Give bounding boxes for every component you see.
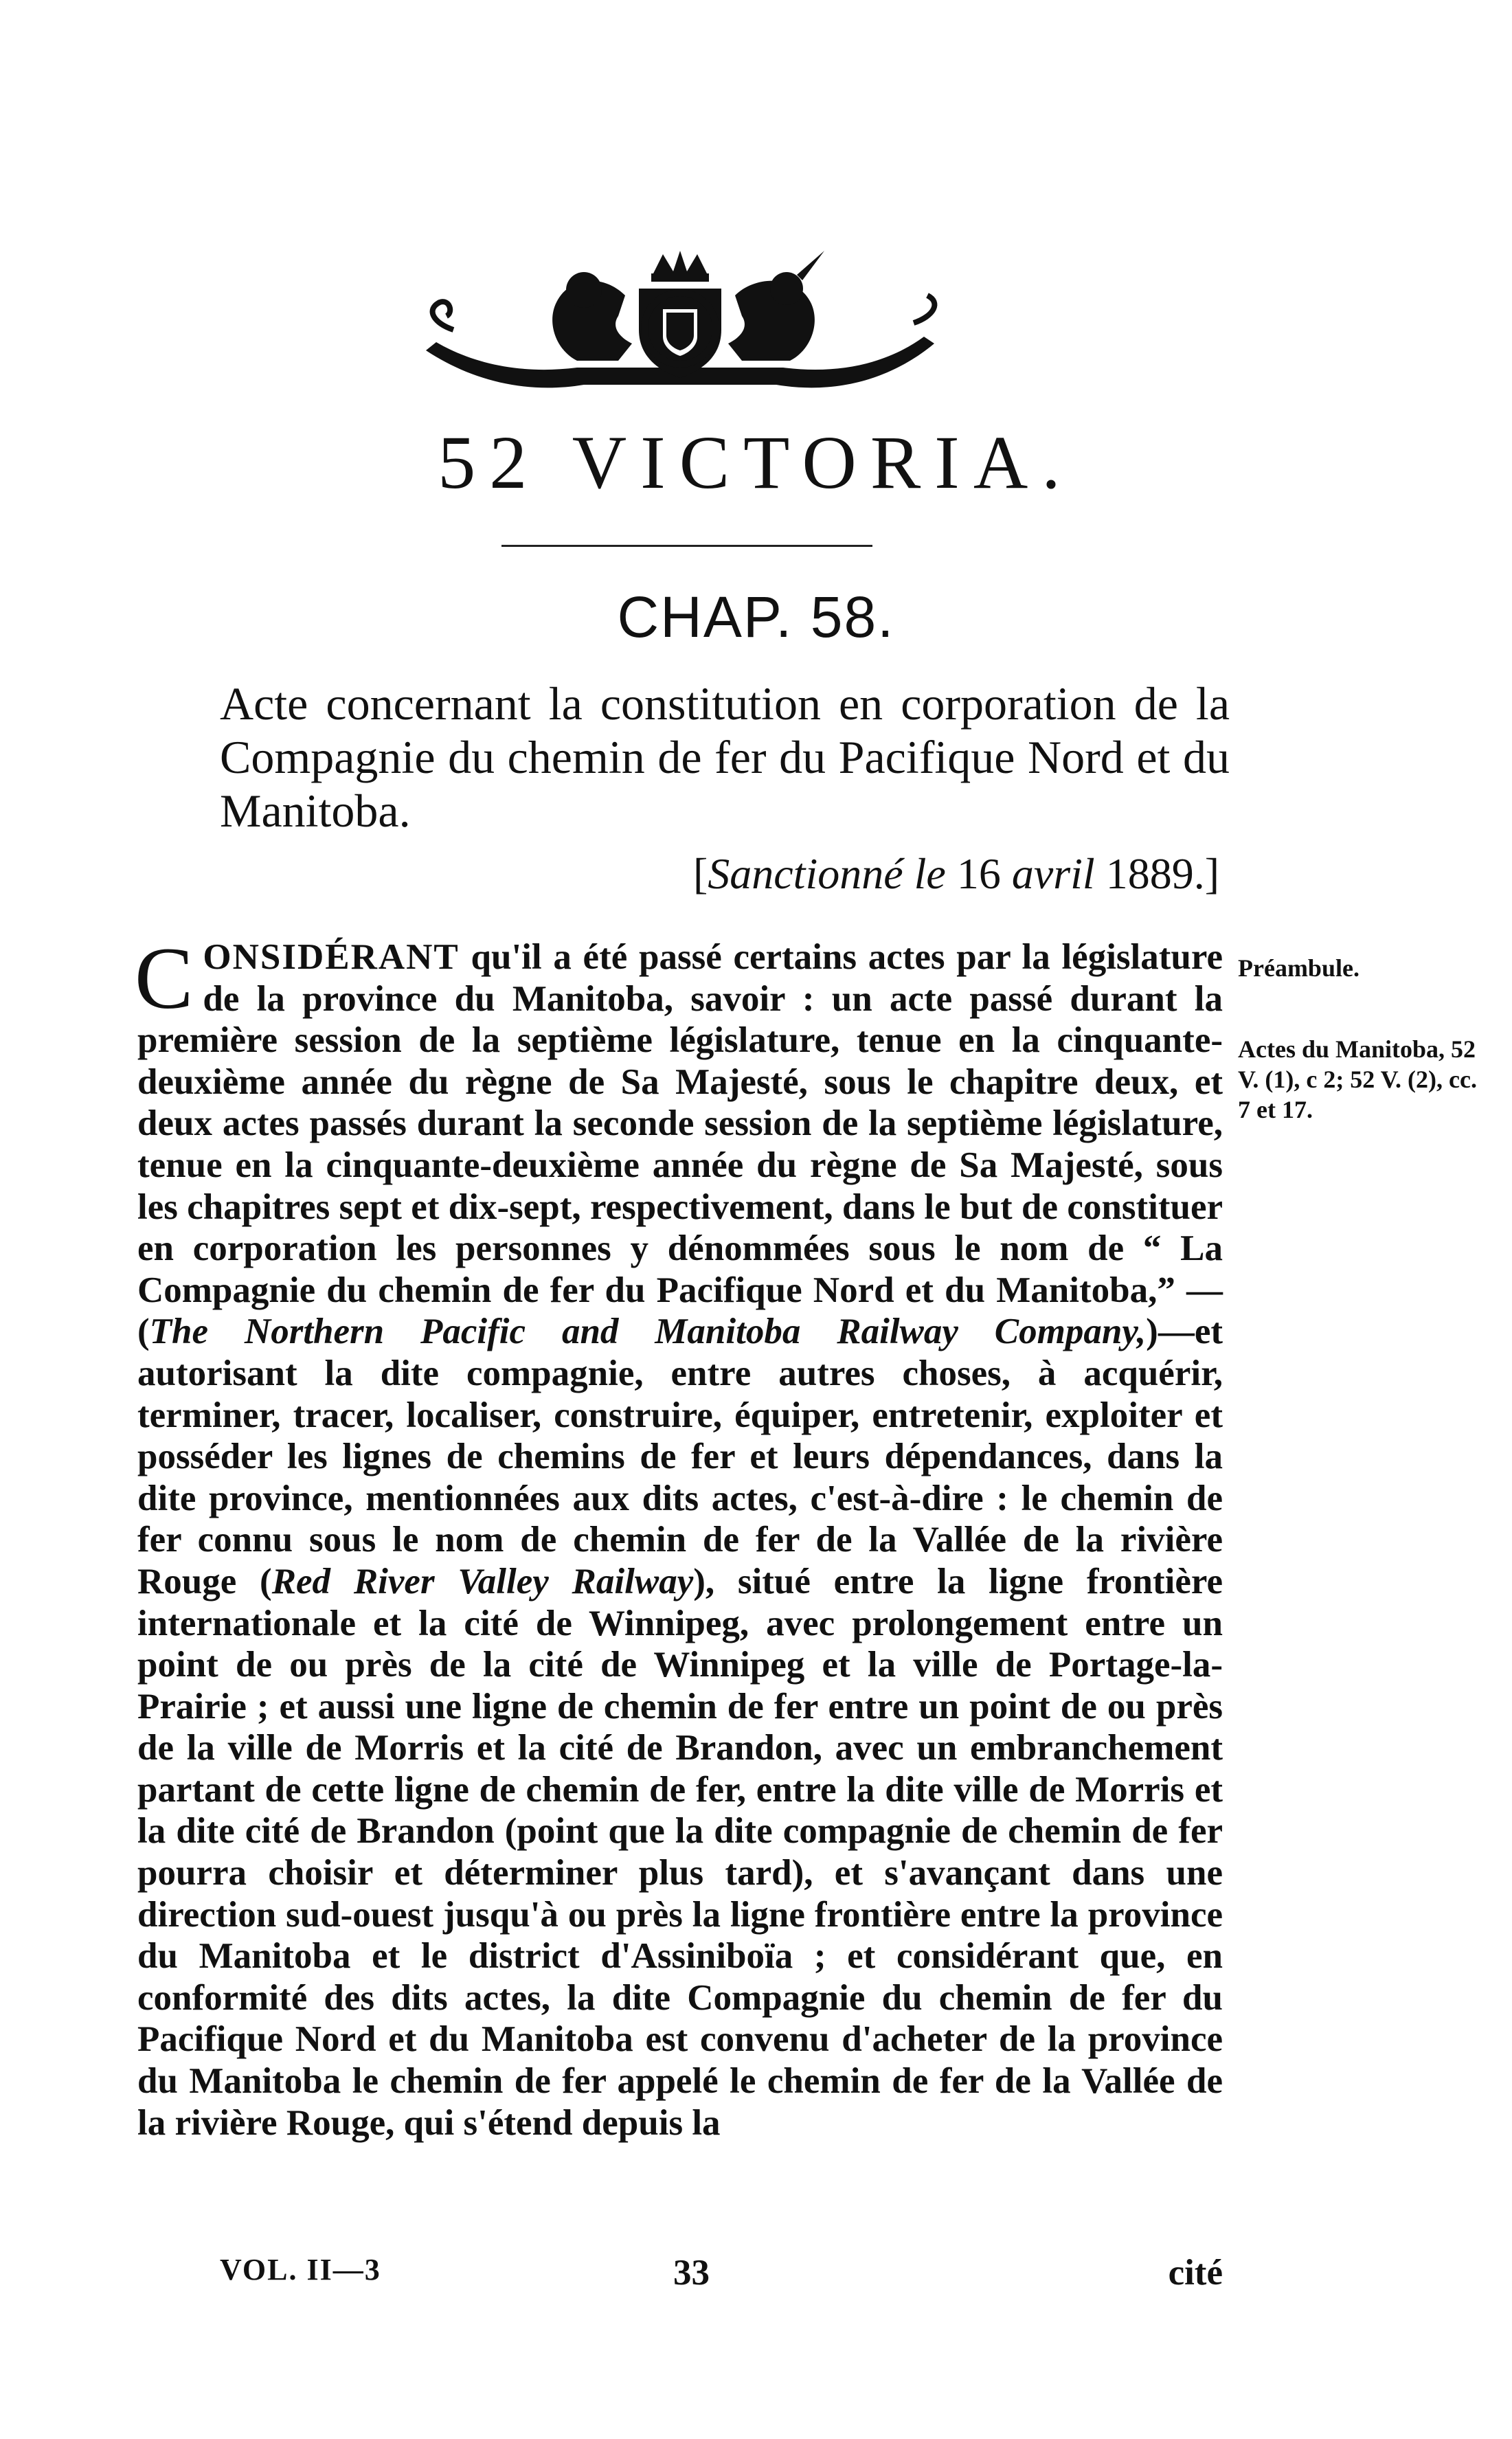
sanction-bracket: [ <box>692 849 708 898</box>
preamble-lead-word: ONSIDÉRANT <box>203 937 460 977</box>
running-title: 52 VICTORIA. <box>438 420 1074 504</box>
sanction-label: Sanctionné le <box>708 849 946 898</box>
margin-note-preamble: Préambule. <box>1238 954 1359 982</box>
sanction-day: 16 <box>956 849 1001 898</box>
red-river-railway-name: Red River Valley Railway <box>271 1561 694 1601</box>
catchword: cité <box>1168 2253 1223 2293</box>
page-footer <box>137 2252 1223 2300</box>
sanction-year: 1889.] <box>1105 849 1219 898</box>
title-divider <box>501 545 872 547</box>
chapter-heading: CHAP. 58. <box>617 585 895 649</box>
drop-cap: C <box>135 930 194 1027</box>
preamble-paragraph <box>135 930 1223 2144</box>
sanction-month: avril <box>1011 849 1095 898</box>
preamble-text-1: qu'il a été passé certains actes par la législature de la province du Manitoba, savoir : un acte passé durant la première session de la septième législature, tenue en la cinquante-deuxième année du règne de Sa Majesté, sous le chapitre deux, et deux actes passés durant la seconde session de la septième législature, tenue en la cinquante-deuxième année du règne de Sa Majesté, sous les chapitres sept et dix-sept, respectivement, dans le but de constituer en corporation les personnes y dénommées sous le nom de “ La Compagnie du chemin de fer du Pacifique Nord et du Manitoba,” — ( <box>137 937 1223 1352</box>
margin-note-acts: Actes du Manitoba, 52 V. (1), c 2; 52 V. (2), cc. 7 et 17. <box>1238 1035 1477 1123</box>
preamble-text-2: )—et autorisant la dite compagnie, entre autres choses, à acquérir, terminer, tracer, localiser, construire, équiper, entretenir, exploiter et posséder les lignes de chemins de fer et leurs dépendances, dans la dite province, mentionnées aux dits actes, c'est-à-dire : le chemin de fer connu sous le nom de chemin de fer de la Vallée de la rivière Rouge ( <box>137 1312 1223 1601</box>
royal-coat-of-arms-emblem <box>412 247 948 405</box>
preamble-body <box>135 930 1223 2144</box>
signature-mark: VOL. II—3 <box>220 2253 381 2286</box>
company-english-name: The Northern Pacific and Manitoba Railway Company, <box>149 1312 1147 1352</box>
page-number: 33 <box>673 2253 710 2293</box>
preamble-text-3: ), situé entre la ligne frontière internationale et la cité de Winnipeg, avec prolongement entre un point de ou près de la cité de Winnipeg et la ville de Portage-la-Prairie ; et aussi une ligne de chemin de fer entre un point de ou près de la ville de Morris et la cité de Brandon, avec un embranchement partant de cette ligne de chemin de fer, entre la dite ville de Morris et la dite cité de Brandon (point que la dite compagnie de chemin de fer pourra choisir et déterminer plus tard), et s'avançant dans une direction sud-ouest jusqu'à ou près la ligne frontière entre la province du Manitoba et le district d'Assiniboïa ; et considérant que, en conformité des dits actes, la dite Compagnie du chemin de fer du Pacifique Nord et du Manitoba est convenu d'acheter de la province du Manitoba le chemin de fer appelé le chemin de fer de la Vallée de la rivière Rouge, qui s'étend depuis la <box>137 1561 1223 2143</box>
act-long-title: Acte concernant la constitution en corporation de la Compagnie du chemin de fer du Pacifique Nord et du Manitoba. <box>220 677 1230 837</box>
sanction-date <box>646 848 1219 899</box>
